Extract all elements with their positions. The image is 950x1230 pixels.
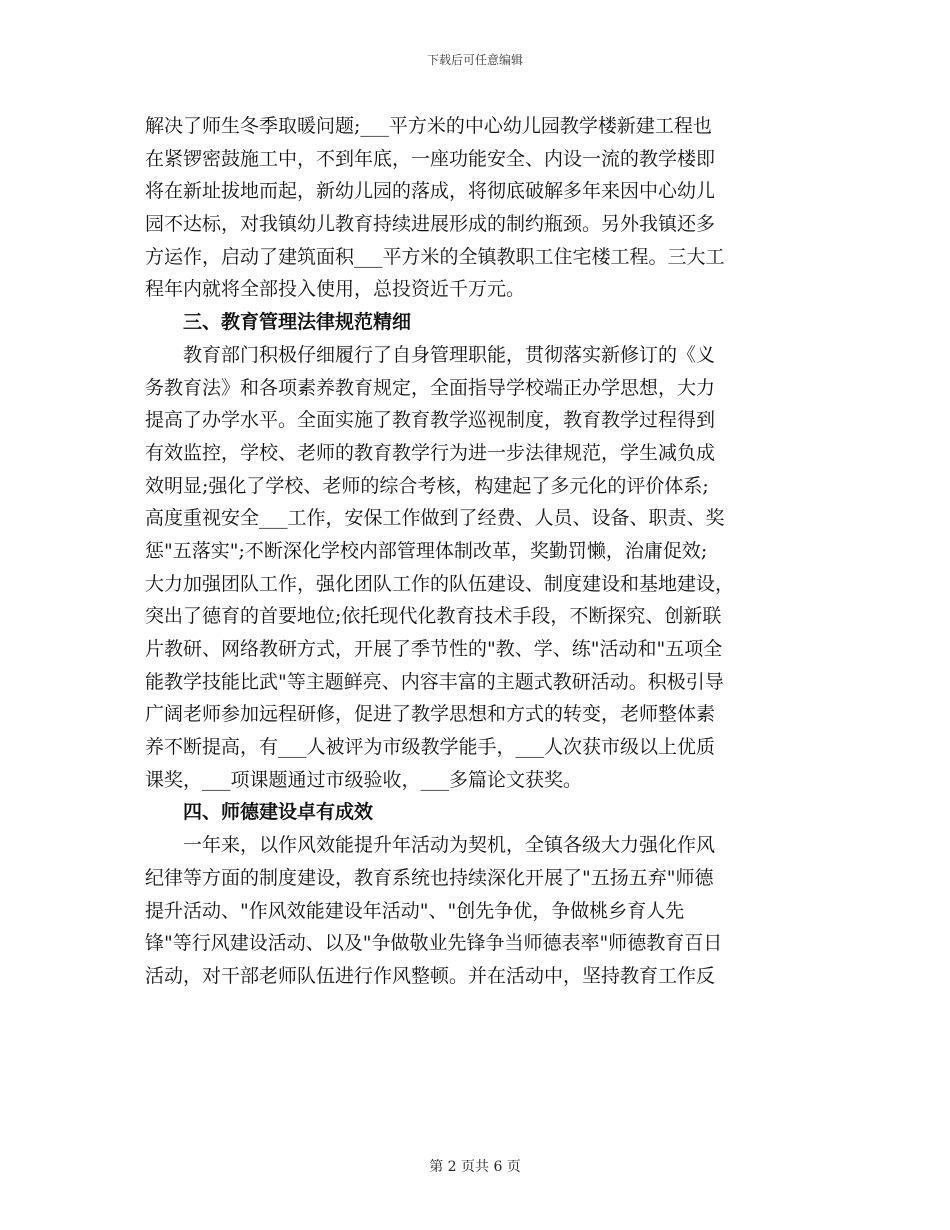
text-line: 解决了师生冬季取暖问题;___平方米的中心幼儿园教学楼新建工程也	[145, 115, 712, 137]
text-line: 锋"等行风建设活动、以及"争做敬业先锋争当师德表率"师德教育百日	[145, 932, 723, 955]
text-line: 能教学技能比武"等主题鲜亮、内容丰富的主题式教研活动。积极引导	[145, 670, 724, 693]
text-line: 园不达标，对我镇幼儿教育持续进展形成的制约瓶颈。另外我镇还多	[145, 213, 716, 236]
text-line: 片教研、网络教研方式，开展了季节性的"教、学、练"活动和"五项全	[145, 638, 723, 660]
text-line: 纪律等方面的制度建设，教育系统也持续深化开展了"五扬五弃"师德	[145, 866, 714, 889]
text-line: 广阔老师参加远程研修，促进了教学思想和方式的转变，老师整体素	[145, 703, 716, 726]
text-line: 一年来，以作风效能提升年活动为契机，全镇各级大力强化作风	[145, 834, 716, 857]
document-body	[145, 110, 805, 993]
text-line: 突出了德育的首要地位;依托现代化教育技术手段，不断探究、创新联	[145, 605, 722, 628]
text-line: 将在新址拔地而起，新幼儿园的落成，将彻底破解多年来因中心幼儿	[145, 180, 716, 203]
text-line: 惩"五落实";不断深化学校内部管理体制改革，奖勤罚懒，治庸促效;	[145, 539, 708, 562]
section-heading: 三、教育管理法律规范精细	[145, 311, 412, 334]
text-line: 提高了办学水平。全面实施了教育教学巡视制度，教育教学过程得到	[145, 409, 716, 432]
text-line: 程年内就将全部投入使用，总投资近千万元。	[145, 278, 526, 301]
text-line: 养不断提高，有___人被评为市级教学能手，___人次获市级以上优质	[145, 736, 716, 759]
section-heading: 四、师德建设卓有成效	[145, 801, 374, 824]
text-line: 在紧锣密鼓施工中，不到年底，一座功能安全、内设一流的教学楼即	[145, 147, 716, 170]
text-line: 有效监控，学校、老师的教育教学行为进一步法律规范，学生减负成	[145, 441, 716, 464]
text-line: 务教育法》和各项素养教育规定，全面指导学校端正办学思想，大力	[145, 376, 716, 399]
page-header: 下载后可任意编辑	[426, 53, 523, 67]
text-line: 提升活动、"作风效能建设年活动"、"创先争优，争做桃乡育人先	[145, 899, 685, 922]
text-line: 高度重视安全___工作，安保工作做到了经费、人员、设备、职责、奖	[145, 507, 725, 530]
text-line: 效明显;强化了学校、老师的综合考核，构建起了多元化的评价体系;	[145, 474, 709, 497]
text-line: 活动，对干部老师队伍进行作风整顿。并在活动中，坚持教育工作反	[145, 964, 716, 987]
text-line: 课奖，___项课题通过市级验收，___多篇论文获奖。	[145, 768, 583, 791]
text-line: 教育部门积极仔细履行了自身管理职能，贯彻落实新修订的《义	[145, 343, 716, 366]
text-line: 大力加强团队工作，强化团队工作的队伍建设、制度建设和基地建设，	[145, 572, 735, 595]
page-number: 第 2 页共 6 页	[429, 1159, 521, 1175]
text-line: 方运作，启动了建筑面积___平方米的全镇教职工住宅楼工程。三大工	[145, 245, 725, 268]
